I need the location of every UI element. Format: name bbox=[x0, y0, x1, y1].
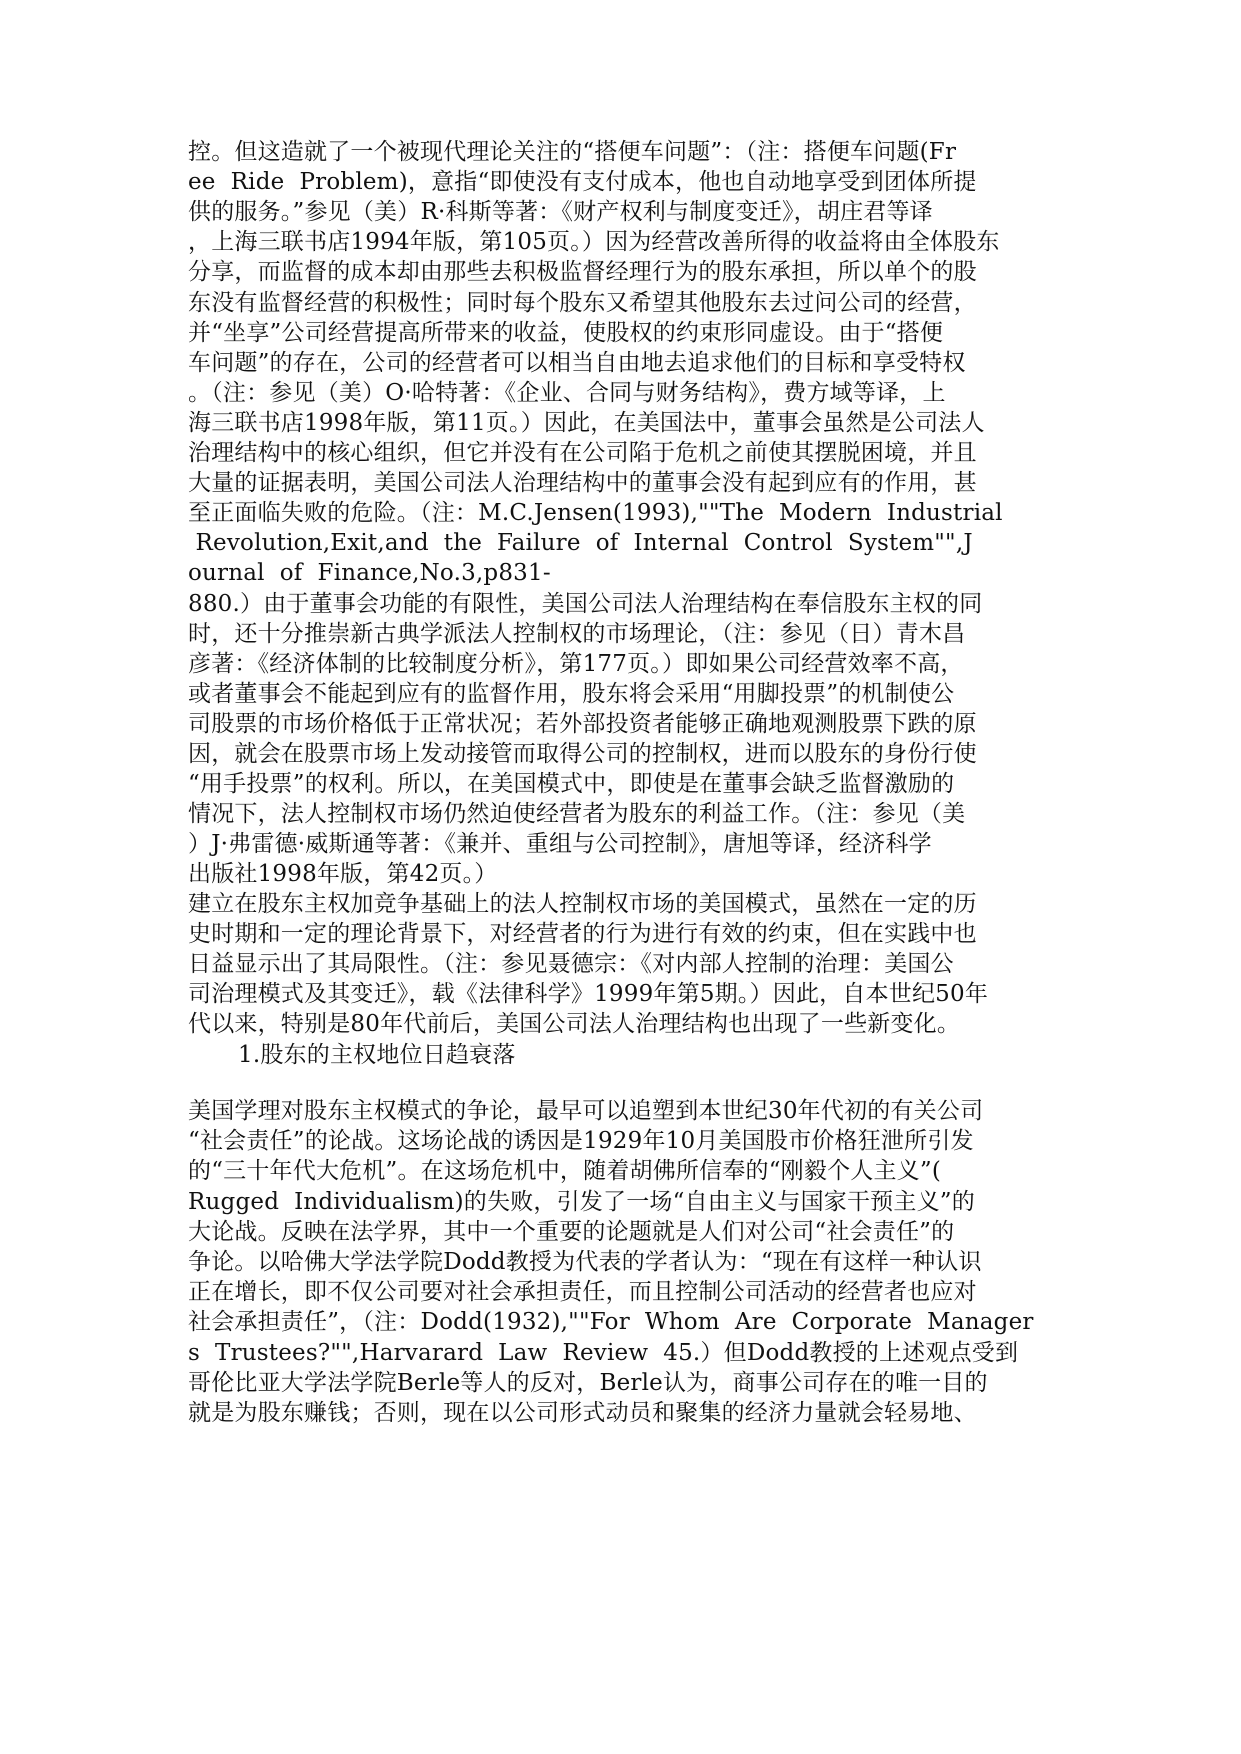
text-line: 彦著：《经济体制的比较制度分析》，第177页。）即如果公司经营效率不高， bbox=[188, 650, 964, 677]
text-line: 1.股东的主权地位日趋衰落 bbox=[238, 1042, 516, 1068]
text-line: s Trustees?"",Harvarard Law Review 45.）但Dodd教授的上述观点受到 bbox=[188, 1339, 1019, 1366]
text-line: 的“三十年代大危机”。在这场危机中，随着胡佛所信奉的“刚毅个人主义”( bbox=[188, 1158, 942, 1185]
text-line: 日益显示出了其局限性。（注：参见聂德宗：《对内部人控制的治理：美国公 bbox=[188, 951, 954, 977]
text-line: 就是为股东赚钱；否则，现在以公司形式动员和聚集的经济力量就会轻易地、 bbox=[188, 1400, 977, 1426]
text-line: 大量的证据表明，美国公司法人治理结构中的董事会没有起到应有的作用，甚 bbox=[188, 470, 977, 497]
text-line: 。（注：参见（美）O·哈特著：《企业、合同与财务结构》，费方域等译，上 bbox=[188, 379, 946, 406]
text-line: ee Ride Problem)，意指“即使没有支付成本，他也自动地享受到团体所提 bbox=[188, 169, 977, 196]
text-line: Revolution,Exit,and the Failure of Internal Control System"",J bbox=[188, 530, 973, 557]
text-line: ，上海三联书店1994年版，第105页。）因为经营改善所得的收益将由全体股东 bbox=[188, 229, 1000, 256]
text-line: ）J·弗雷德·威斯通等著：《兼并、重组与公司控制》，唐旭等译，经济科学 bbox=[188, 831, 932, 858]
text-line: 正在增长，即不仅公司要对社会承担责任，而且控制公司活动的经营者也应对 bbox=[188, 1279, 977, 1306]
text-line: 880.）由于董事会功能的有限性，美国公司法人治理结构在奉信股东主权的同 bbox=[188, 590, 983, 617]
text-line: 至正面临失败的危险。（注：M.C.Jensen(1993),""The Modern Industrial bbox=[188, 500, 1003, 527]
text-line: 社会承担责任”，（注：Dodd(1932),""For Whom Are Corporate Manager bbox=[188, 1309, 1034, 1336]
text-line: 代以来，特别是80年代前后，美国公司法人治理结构也出现了一些新变化。 bbox=[188, 1011, 961, 1037]
text-line: 因，就会在股票市场上发动接管而取得公司的控制权，进而以股东的身份行使 bbox=[188, 741, 977, 767]
text-line: 建立在股东主权加竞争基础上的法人控制权市场的美国模式，虽然在一定的历 bbox=[188, 891, 977, 917]
text-line: 时，还十分推崇新古典学派法人控制权的市场理论，（注：参见（日）青木昌 bbox=[188, 620, 966, 647]
text-line: 控。但这造就了一个被现代理论关注的“搭便车问题”：（注：搭便车问题(Fr bbox=[188, 139, 957, 165]
text-line: 车问题”的存在，公司的经营者可以相当自由地去追求他们的目标和享受特权 bbox=[188, 349, 966, 376]
text-line: “用手投票”的权利。所以，在美国模式中，即使是在董事会缺乏监督激励的 bbox=[188, 771, 955, 798]
text-line: 史时期和一定的理论背景下，对经营者的行为进行有效的约束，但在实践中也 bbox=[188, 921, 977, 947]
text-line: 供的服务。”参见（美）R·科斯等著：《财产权利与制度变迁》，胡庄君等译 bbox=[188, 199, 933, 226]
text-line: 美国学理对股东主权模式的争论，最早可以追塑到本世纪30年代初的有关公司 bbox=[188, 1098, 984, 1124]
text-line: 大论战。反映在法学界，其中一个重要的论题就是人们对公司“社会责任”的 bbox=[188, 1218, 955, 1245]
text-line: 情况下，法人控制权市场仍然迫使经营者为股东的利益工作。（注：参见（美 bbox=[188, 801, 966, 828]
text-line: 东没有监督经营的积极性；同时每个股东又希望其他股东去过问公司的经营， bbox=[188, 289, 977, 316]
text-line: 司治理模式及其变迁》，载《法律科学》1999年第5期。）因此，自本世纪50年 bbox=[188, 981, 989, 1007]
text-line: 出版社1998年版，第42页。） bbox=[188, 861, 498, 888]
text-line: 治理结构中的核心组织，但它并没有在公司陷于危机之前使其摆脱困境，并且 bbox=[188, 440, 977, 466]
text-line: 争论。以哈佛大学法学院Dodd教授为代表的学者认为：“现在有这样一种认识 bbox=[188, 1249, 982, 1275]
text-line: 哥伦比亚大学法学院Berle等人的反对，Berle认为，商事公司存在的唯一目的 bbox=[188, 1369, 988, 1396]
text-line: Rugged Individualism)的失败，引发了一场“自由主义与国家干预主义”的 bbox=[188, 1188, 975, 1215]
text-line: 司股票的市场价格低于正常状况；若外部投资者能够正确地观测股票下跌的原 bbox=[188, 710, 977, 737]
text-line: 海三联书店1998年版，第11页。）因此，在美国法中，董事会虽然是公司法人 bbox=[188, 409, 985, 436]
text-line: 或者董事会不能起到应有的监督作用，股东将会采用“用脚投票”的机制使公 bbox=[188, 680, 955, 707]
text-line: 并“坐享”公司经营提高所带来的收益，使股权的约束形同虚设。由于“搭便 bbox=[188, 319, 944, 346]
text-line: 分享，而监督的成本却由那些去积极监督经理行为的股东承担，所以单个的股 bbox=[188, 259, 977, 286]
text-line: ournal of Finance,No.3,p831- bbox=[188, 560, 551, 587]
text-line: “社会责任”的论战。这场论战的诱因是1929年10月美国股市价格狂泄所引发 bbox=[188, 1128, 974, 1155]
